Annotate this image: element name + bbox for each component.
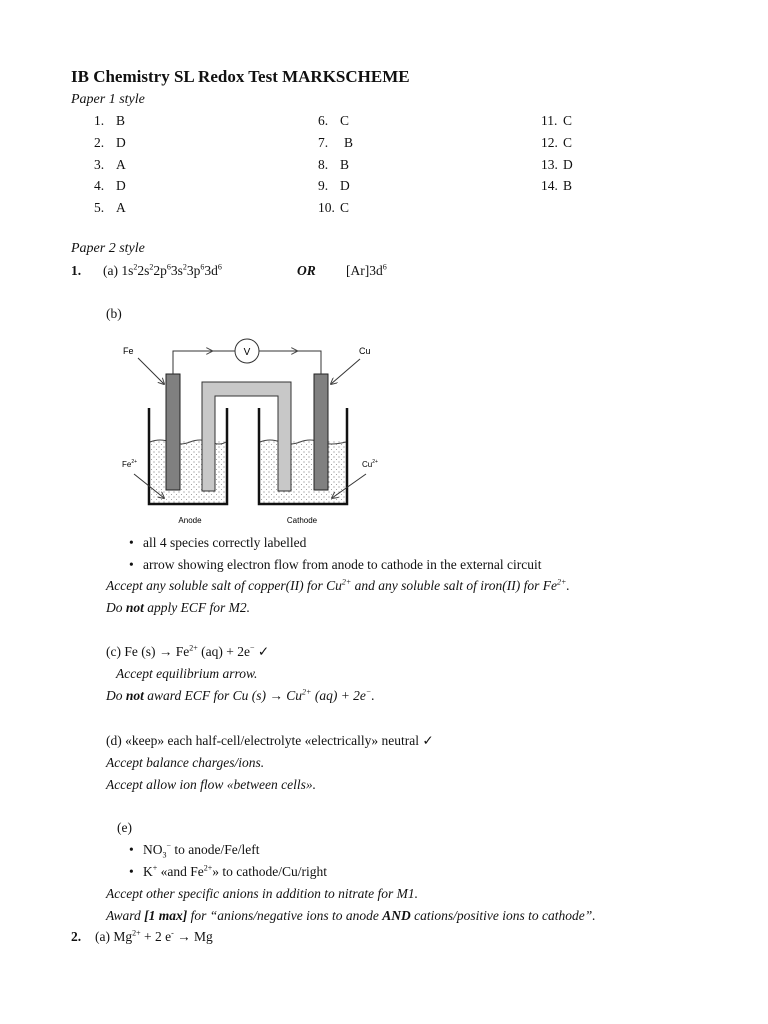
question-number: 1. [71,263,82,278]
cu-ion-label: $Cu^{2+}$ [362,459,378,469]
answer-item: 9. D [318,178,350,193]
voltmeter-label: V [243,347,251,358]
fe-ion-label: $Fe^{2+}$ [122,459,138,469]
answer-item: 3. A [94,157,126,172]
cathode-label: Cathode [286,516,318,525]
q1e-bullet-1: • $NO_3^-$ to anode/Fe/left [129,842,260,858]
q1b-bullet-2: • arrow showing electron flow from anode to cathode in the external circuit [129,557,541,573]
answer-item: 7. B [318,135,354,150]
cathode-solution [260,441,346,503]
anode-label: Anode [178,516,202,525]
answer-item: 8. B [318,157,350,172]
salt-bridge [202,382,291,491]
answer-item: 5. A [94,200,126,215]
q1d-note-1: Accept balance charges/ions. [106,755,265,770]
q1b-bullet-1: • all 4 species correctly labelled [129,535,306,551]
q1a-alt-answer: $[Ar]3d^6$ [346,262,387,278]
answer-item: 2. D [94,135,126,150]
answer-item: 6. C [318,113,350,128]
q1e-note-1: Accept other specific anions in addition to nitrate for M1. [106,886,418,901]
answer-item: 13. D [541,157,573,172]
electrochemical-cell-diagram [118,336,388,531]
cu-electrode [314,374,328,490]
q1b-label: (b) [106,306,122,321]
q1e-note-2: Award [1 max] for “anions/negative ions to anode AND cations/positive ions to cathode”. [106,908,596,923]
q1c-note-2: Do not award ECF for Cu $(s) \to Cu^{2+}$ (aq) + 2e−. [106,687,375,703]
q1e-label: (e) [117,820,132,835]
answer-item: 4. D [94,178,126,193]
paper2-heading: Paper 2 style [71,241,145,256]
q2a-answer: (a) $Mg^{2+} + 2$ e- → Mg [95,928,213,944]
q1d-note-2: Accept allow ion flow «between cells». [106,777,316,792]
question-number: 2. [71,929,82,944]
answer-item: 12. C [541,135,573,150]
q1a-answer: (a) $1s^22s^22p^63s^23p^63d^6$ [103,262,222,278]
answer-item: 1. B [94,113,126,128]
q1b-note-1: Accept any soluble salt of copper(II) for $Cu^{2+}$ and any soluble salt of iron(II) for $Fe^{2+}$. [106,577,570,593]
page-title: IB Chemistry SL Redox Test MARKSCHEME [71,67,410,86]
q1e-bullet-2: • K+ «and $Fe^{2+}$» to cathode/Cu/right [129,864,327,880]
answer-item: 10. C [318,200,350,215]
q1d-answer: (d) «keep» each half-cell/electrolyte «electrically» neutral ✓ [106,733,434,748]
fe-label: Fe [123,346,134,356]
paper1-heading: Paper 1 style [71,92,145,107]
q1c-note-1: Accept equilibrium arrow. [116,666,258,681]
q1b-note-2: Do not apply ECF for M2. [106,600,251,615]
answer-item: 11. C [541,113,573,128]
or-label: OR [297,263,316,278]
q1c-answer: (c) Fe $(s) \to Fe^{2+}$ (aq) + 2e− ✓ [106,643,270,659]
answer-item: 14. B [541,178,573,193]
fe-electrode [166,374,180,490]
cu-label: Cu [359,346,371,356]
